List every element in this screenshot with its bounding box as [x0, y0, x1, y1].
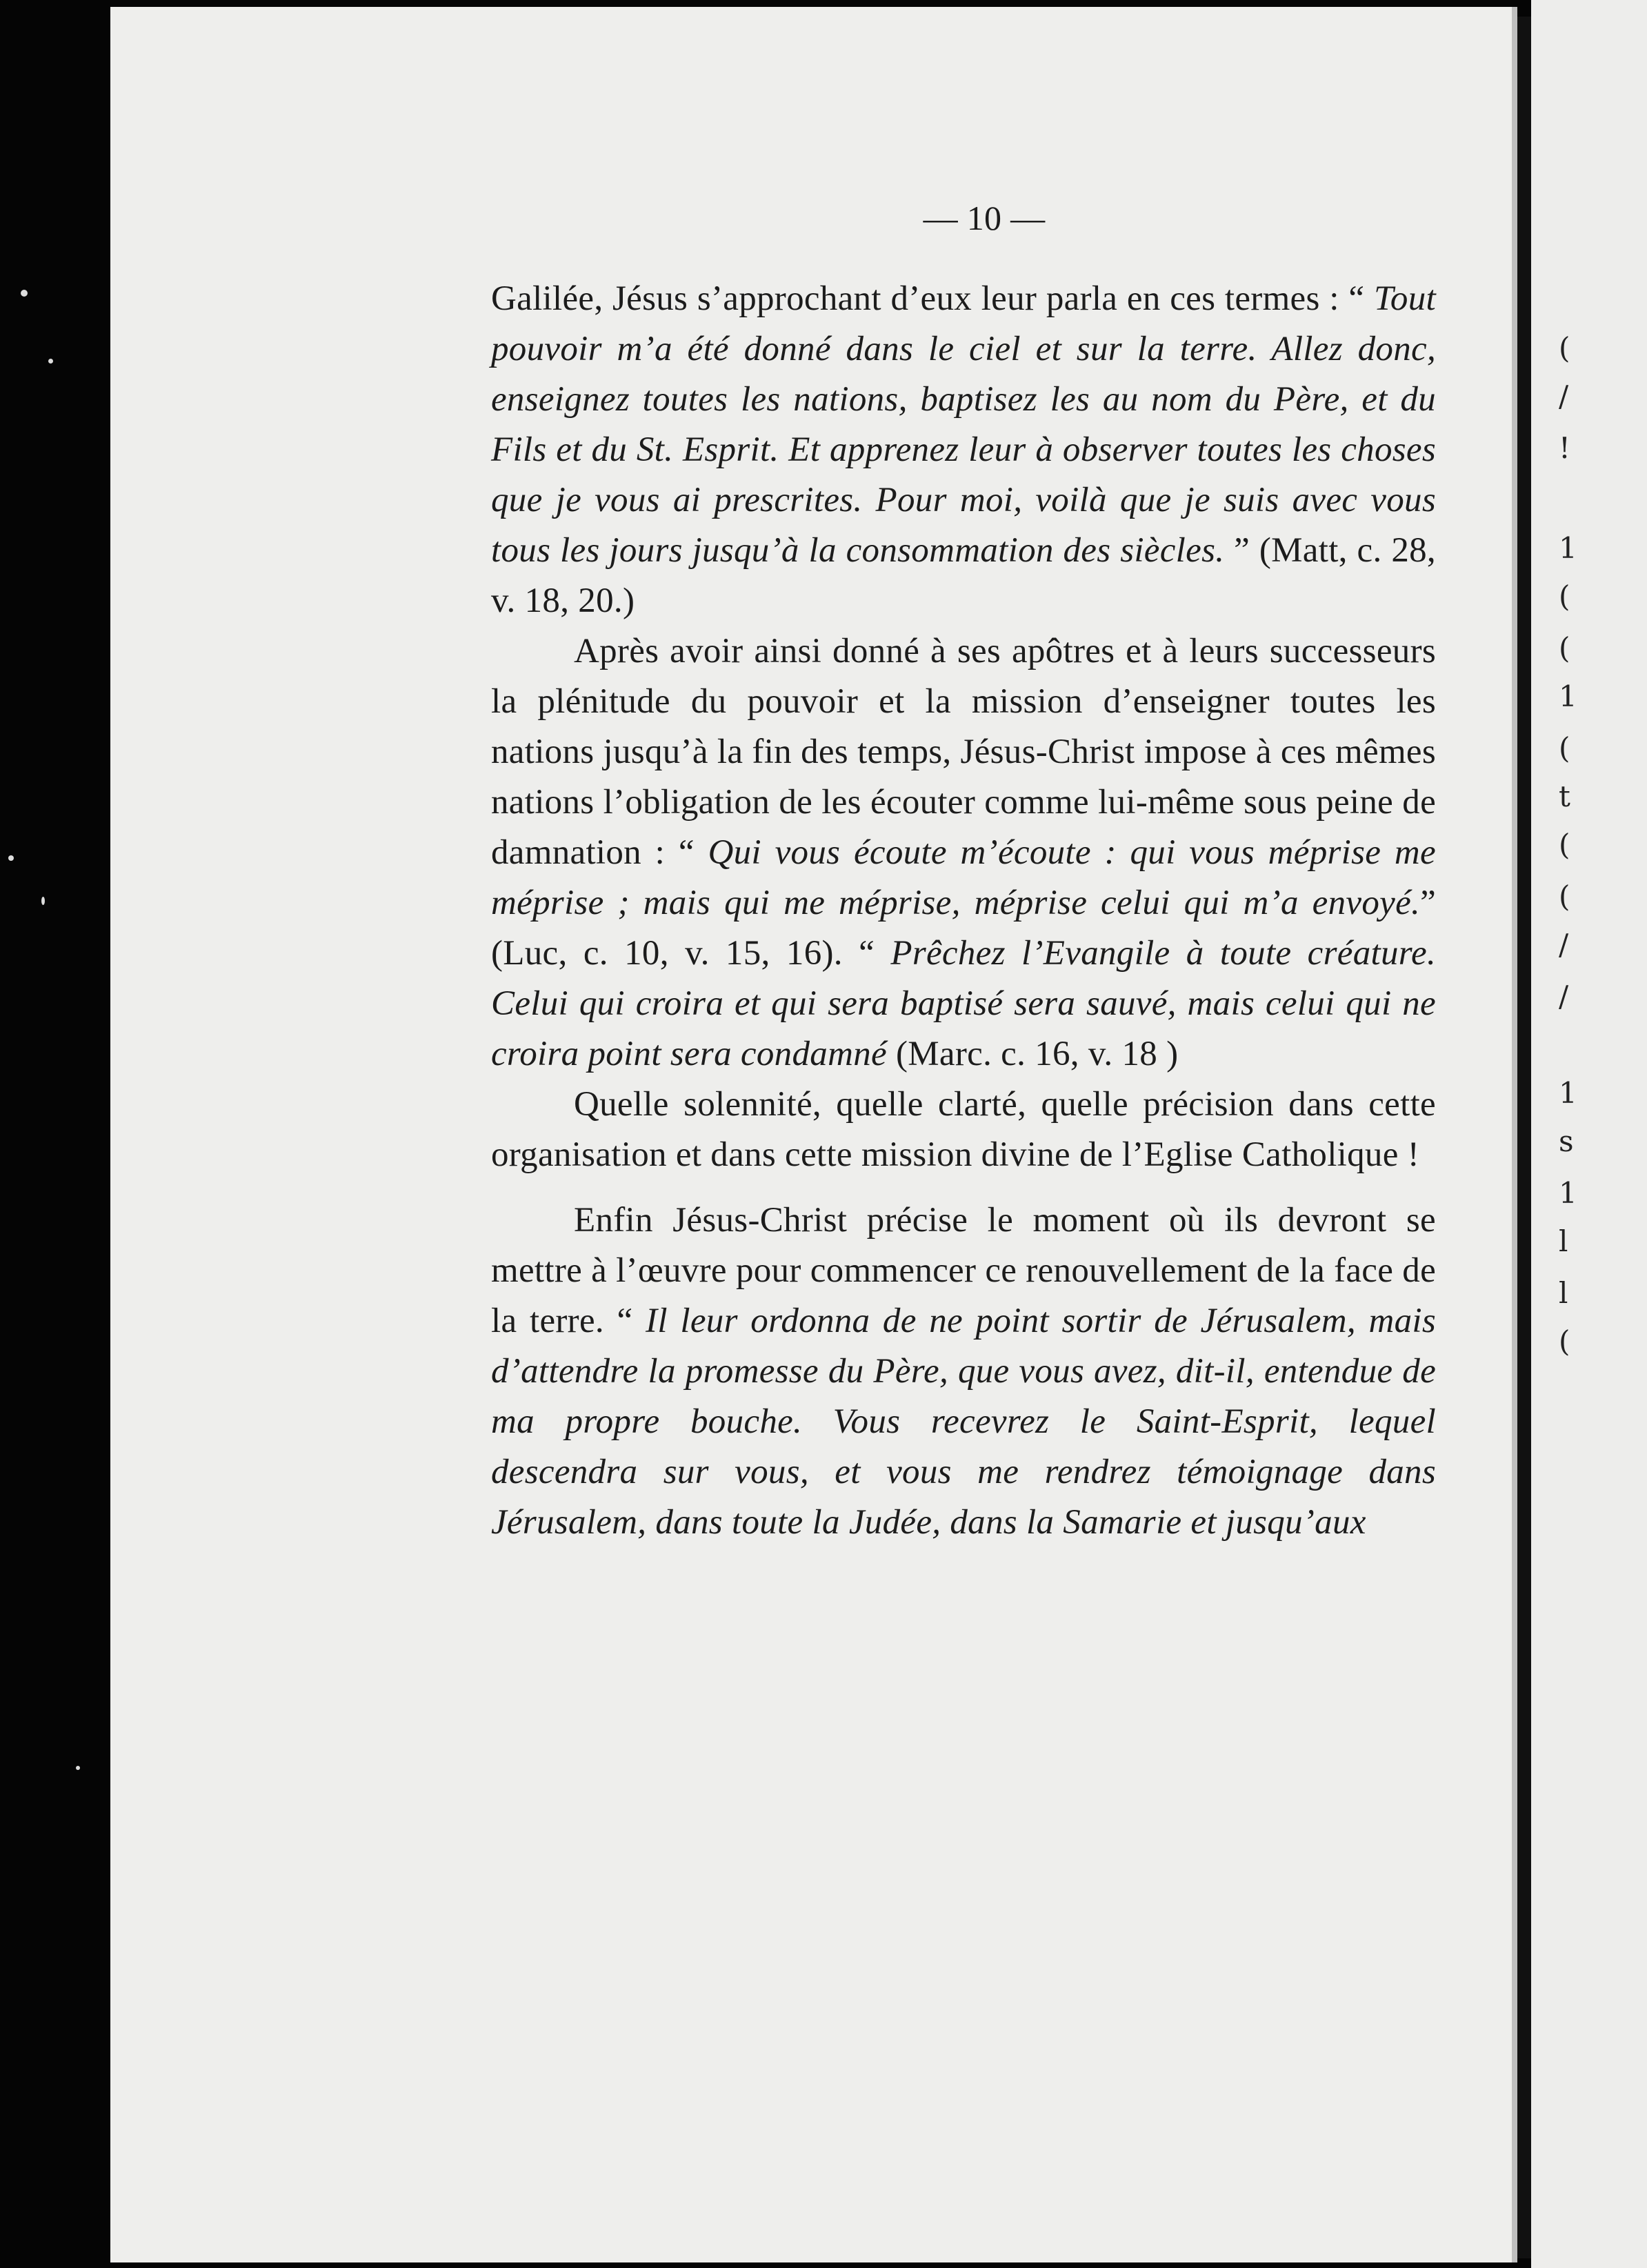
text-run: (Marc. c. 16, v. 18 ): [886, 1035, 1179, 1073]
adjacent-page-fragment: l: [1559, 1224, 1568, 1258]
adjacent-page-fragment: (: [1559, 879, 1570, 913]
adjacent-page-edge: [1531, 0, 1647, 2268]
adjacent-page-fragment: /: [1559, 928, 1569, 962]
adjacent-page-fragment: !: [1559, 431, 1570, 465]
scan-speck: [41, 897, 45, 905]
scan-speck: [21, 290, 28, 297]
adjacent-page-fragment: t: [1559, 779, 1570, 813]
adjacent-page-fragment: /: [1559, 979, 1569, 1013]
italic-quotation: Tout pouvoir m’a été donné dans le ciel et sur la terre. Allez donc, enseignez toutes les nations, baptisez les au nom du Père, et du Fils et du St. Esprit. Et apprenez leur à observer toutes les choses que je vous ai prescrites. Pour moi, voilà que je suis avec vous tous les jours jusqu’à la consommation des siècles.: [491, 279, 1436, 570]
italic-quotation: Il leur ordonna de ne point sortir de Jérusalem, mais d’attendre la promesse du Père, que vous avez, dit-il, entendue de ma propre bouche. Vous recevrez le Saint-Esprit, lequel descendra sur vous, et vous me rendrez témoignage dans Jérusalem, dans toute la Judée, dans la Samarie et jusqu’aux: [491, 1302, 1436, 1542]
adjacent-page-fragment: 1: [1559, 1176, 1577, 1210]
scan-speck: [76, 1766, 80, 1770]
paragraph-4: [491, 1195, 1436, 1548]
scan-speck: [8, 855, 14, 861]
text-run: ” (Luc, c. 10, v. 15, 16). “: [491, 884, 1436, 973]
paragraph-2: [491, 626, 1436, 1080]
adjacent-page-fragment: (: [1559, 331, 1570, 365]
adjacent-page-fragment: (: [1559, 1324, 1570, 1358]
adjacent-page-fragment: 1: [1559, 679, 1577, 713]
italic-quotation: Prêchez l’Evangile à toute créature. Celui qui croira et qui sera baptisé sera sauvé, mais celui qui ne croira point sera condamné: [491, 934, 1437, 1073]
paragraph-3: [491, 1080, 1436, 1180]
adjacent-page-fragment: l: [1559, 1276, 1568, 1310]
italic-quotation: Qui vous écoute m’écoute : qui vous méprise me méprise ; mais qui me méprise, méprise celui qui m’a envoyé.: [491, 833, 1436, 922]
text-run: Quelle solennité, quelle clarté, quelle précision dans cette organisation et dans cette mission divine de l’Eglise Catholique !: [491, 1085, 1436, 1174]
text-run: ” (Matt, c. 28, v. 18, 20.): [491, 531, 1436, 620]
scan-speck: [48, 359, 53, 364]
adjacent-page-fragment: (: [1559, 631, 1570, 665]
adjacent-page-fragment: (: [1559, 731, 1570, 765]
page-text: [491, 193, 1436, 1548]
adjacent-page-fragment: /: [1559, 379, 1569, 413]
adjacent-page-fragment: 1: [1559, 1076, 1577, 1110]
adjacent-page-fragment: s: [1559, 1124, 1574, 1158]
text-run: Galilée, Jésus s’approchant d’eux leur parla en ces termes : “: [491, 279, 1374, 318]
adjacent-page-fragment: 1: [1559, 531, 1577, 565]
paragraph-1: [491, 274, 1436, 626]
adjacent-page-fragment: (: [1559, 828, 1570, 862]
page-gutter: [1517, 17, 1531, 2258]
page-number: — 10 —: [923, 199, 1046, 237]
text-run: Enfin Jésus-Christ précise le moment où ils devront se mettre à l’œuvre pour commencer ce renouvellement de la face de la terre. “: [491, 1201, 1436, 1340]
text-run: Après avoir ainsi donné à ses apôtres et à leurs successeurs la plénitude du pouvoir et la mission d’enseigner toutes les nations jusqu’à la fin des temps, Jésus-Christ impose à ces mêmes nations l’obligation de les écouter comme lui-même sous peine de damnation : “: [491, 632, 1436, 872]
adjacent-page-fragment: (: [1559, 579, 1570, 613]
